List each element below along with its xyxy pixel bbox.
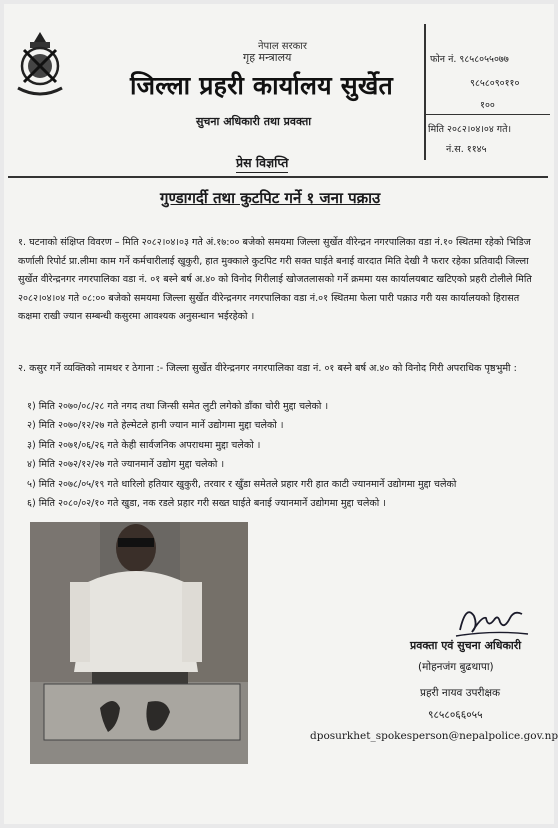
incident-paragraph: १. घटनाको संक्षिप्त विवरण – मिति २०८२।०४।०३ गते अं.१७:०० बजेको समयमा जिल्ला सुर्खेत वीरेन्द्रन नगरपालिका वडा नं.१० स्थितमा रहेको भिडिज कर्णाली रिपोर्ट प्रा.लीमा काम गर्ने कर्मचारीलाई खुकुरी, हात मुक्काले कुटपिट गरी सक्त घाईते बनाई वारदात मिति देखी नै फरार रहेका प्रतिवादी जिल्ला सुर्खेत वीरेन्द्रनगर नगरपालिका वडा नं. ०१ बस्ने बर्ष अ.४० को विनोद गिरीलाई खोजतलासको गर्ने क्रममा यस कार्यालयबाट खटिएको प्रहरी टोलीले मिति २०८२।०४।०४ गते ०८:०० बजेको समयमा जिल्ला सुर्खेत वीरेन्द्रनगर नगरपालिका वडा नं.०१ स्थितमा फेला पारी पक्राउ गरी यस कार्यालयको हिरासत कक्षमा राखी ज्यान सम्बन्धी कसुरमा आवश्यक अनुसन्धान भईरहेको ।	[18, 237, 532, 323]
office-subtitle: सुचना अधिकारी तथा प्रवक्ता	[196, 115, 312, 128]
accused-paragraph: २. कसुर गर्ने व्यक्तिको नामथर र ठेगाना :- जिल्ला सुर्खेत वीरेन्द्रनगर नगरपालिका वडा नं. ०१ बस्ने बर्ष अ.४० को विनोद गिरी अपराधिक पृष्ठभुमी :	[18, 363, 517, 374]
phone-line-2: ९८५८०९०११०	[470, 78, 520, 89]
ministry-label: गृह मन्त्रालय	[243, 51, 292, 64]
criminal-history-list	[27, 397, 547, 513]
accused-photo	[30, 522, 248, 764]
press-release-label: प्रेस विज्ञप्ति	[236, 154, 288, 173]
reference-number: नं.स. ११४५	[446, 144, 487, 155]
phone-line-3: १००	[480, 100, 495, 111]
history-item: ५) मिति २०७८/०५/१९ गते धारिलो हतियार खुकुरी, तरवार र खुँडा समेतले प्रहार गरी हात काटी ज्यानमार्ने उद्योगमा मुद्दा चलेको	[27, 478, 457, 490]
history-item: २) मिति २०७०/१२/२७ गते हेल्मेटले हानी ज्यान मार्ने उद्योगमा मुद्दा चलेको ।	[27, 420, 284, 432]
accused-photo-illustration	[30, 522, 248, 764]
signatory-title: प्रवक्ता एवं सुचना अधिकारी	[410, 639, 522, 652]
header-rule	[8, 176, 548, 178]
signatory-phone: ९८५८०६६०५५	[428, 709, 483, 721]
history-item: ६) मिति २०८०/०२/१० गते खुडा, नक रडले प्रहार गरी सख्त घाईते बनाई ज्यानमार्ने उद्योगमा मुद्दा चलेको ।	[27, 498, 386, 510]
history-item: ४) मिति २०७२/१२/२७ गते ज्यानमार्ने उद्योग मुद्दा चलेको ।	[27, 459, 225, 471]
headline: गुण्डागर्दी तथा कुटपिट गर्ने १ जना पक्राउ	[160, 189, 381, 207]
history-item: ३) मिति २०७१/०६/२६ गते केही सार्वजनिक अपराधमा मुद्दा चलेको ।	[27, 439, 261, 451]
signatory-rank: प्रहरी नायव उपरीक्षक	[420, 687, 501, 699]
signatory-email[interactable]: dposurkhet_spokesperson@nepalpolice.gov.np	[310, 730, 558, 742]
contact-rule	[424, 114, 550, 115]
signatory-name: (मोहनजंग बुढथापा)	[418, 661, 494, 673]
nepal-police-emblem-icon	[14, 30, 66, 98]
signature-mark	[452, 596, 532, 644]
contact-divider	[424, 24, 426, 160]
office-title: जिल्ला प्रहरी कार्यालय सुर्खेत	[130, 71, 393, 100]
date-line: मिति २०८२।०४।०४ गते।	[428, 124, 512, 135]
contact-block	[424, 24, 550, 160]
government-label: नेपाल सरकार	[258, 41, 307, 52]
phone-line-1: फोन नं. ९८५८०५५०७७	[430, 54, 509, 65]
history-item: १) मिति २०७०/०८/२८ गते नगद तथा जिन्सी समेत लुटी लगेको डाँका चोरी मुद्दा चलेको ।	[27, 401, 329, 412]
